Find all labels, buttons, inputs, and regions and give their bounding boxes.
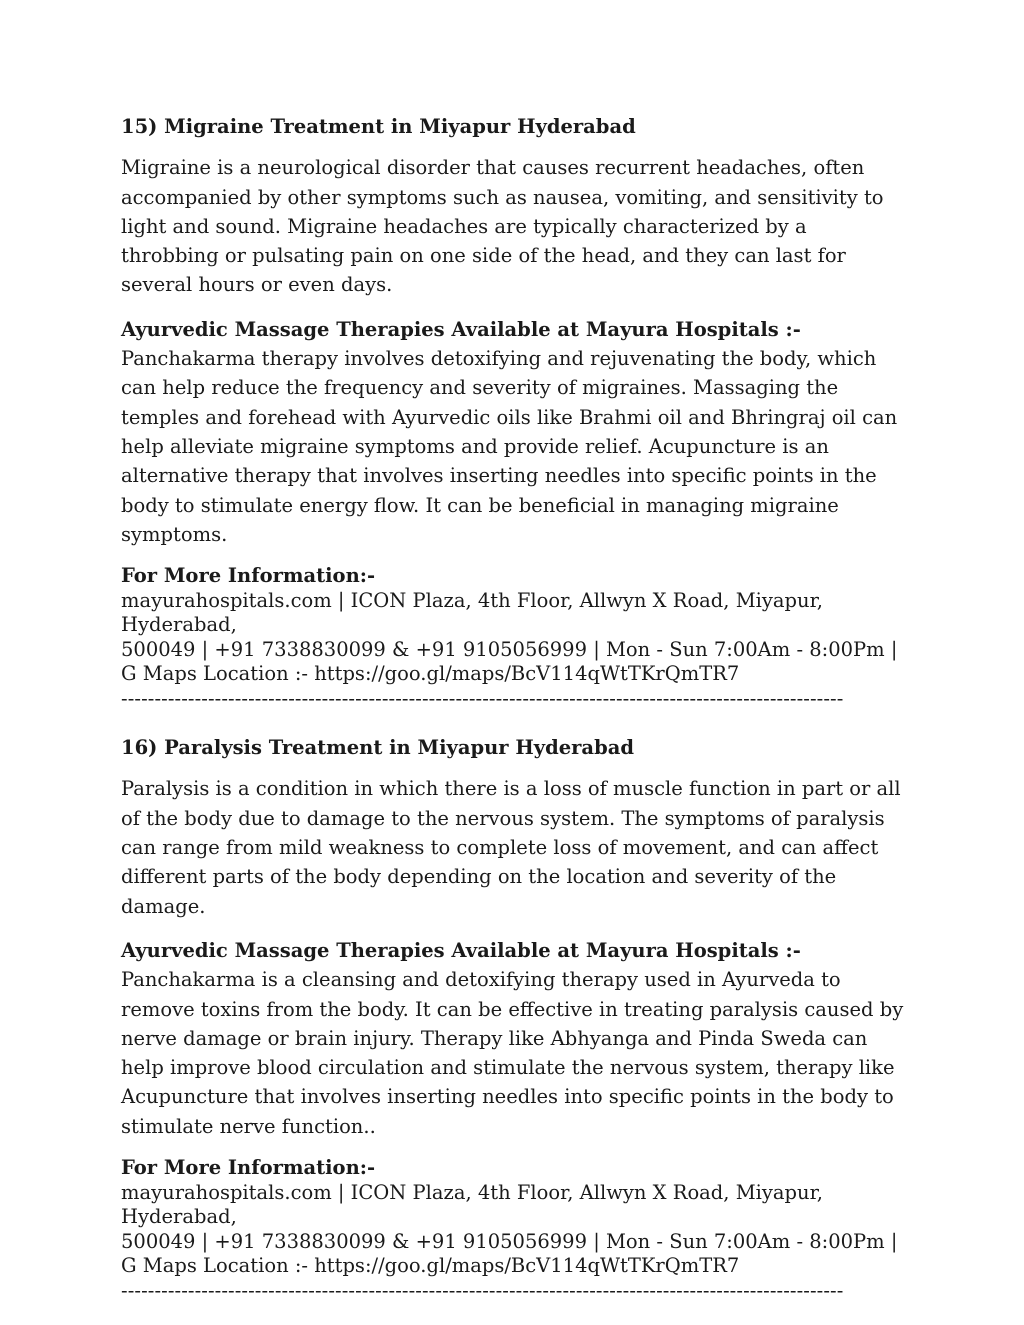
section-paralysis bbox=[121, 733, 906, 1303]
info-contact: 500049 | +91 7338830099 & +91 9105056999 | Mon - Sun 7:00Am - 8:00Pm | bbox=[121, 637, 898, 661]
therapy-paragraph bbox=[121, 936, 906, 1141]
dashed-divider: ------------------------------------------------------------------------------------------------------------ bbox=[121, 1278, 844, 1302]
intro-paragraph: Paralysis is a condition in which there is a loss of muscle function in part or all of the body due to damage to the nervous system. The symptoms of paralysis can range from mild weakness to complete loss of movement, and can affect different parts of the body depending on the location and severity of the damage. bbox=[121, 777, 901, 918]
intro-paragraph: Migraine is a neurological disorder that causes recurrent headaches, often accompanied by other symptoms such as nausea, vomiting, and sensitivity to light and sound. Migraine headaches are typically characterized by a throbbing or pulsating pain on one side of the head, and they can last for several hours or even days. bbox=[121, 156, 884, 297]
info-contact: 500049 | +91 7338830099 & +91 9105056999 | Mon - Sun 7:00Am - 8:00Pm | bbox=[121, 1229, 898, 1253]
section-title: 16) Paralysis Treatment in Miyapur Hyderabad bbox=[121, 736, 634, 760]
therapy-label: Ayurvedic Massage Therapies Available at Mayura Hospitals :- bbox=[121, 938, 801, 962]
section-spacer bbox=[121, 711, 906, 733]
document-page bbox=[121, 112, 906, 1303]
section-title: 15) Migraine Treatment in Miyapur Hyderabad bbox=[121, 115, 636, 138]
info-map-location: G Maps Location :- https://goo.gl/maps/BcV114qWtTKrQmTR7 bbox=[121, 662, 740, 686]
dashed-divider: ------------------------------------------------------------------------------------------------------------ bbox=[121, 686, 844, 710]
therapy-paragraph bbox=[121, 315, 906, 549]
therapy-label: Ayurvedic Massage Therapies Available at Mayura Hospitals :- bbox=[121, 317, 801, 341]
info-address: mayurahospitals.com | ICON Plaza, 4th Floor, Allwyn X Road, Miyapur, Hyderabad, bbox=[121, 588, 823, 637]
info-map-location: G Maps Location :- https://goo.gl/maps/BcV114qWtTKrQmTR7 bbox=[121, 1254, 740, 1278]
info-heading: For More Information:- bbox=[121, 564, 376, 588]
info-address: mayurahospitals.com | ICON Plaza, 4th Floor, Allwyn X Road, Miyapur, Hyderabad, bbox=[121, 1180, 823, 1229]
section-migraine bbox=[121, 112, 906, 711]
therapy-text: Panchakarma is a cleansing and detoxifying therapy used in Ayurveda to remove toxins from the body. It can be effective in treating paralysis caused by nerve damage or brain injury. Therapy like Abhyanga and Pinda Sweda can help improve blood circulation and stimulate the nervous system, therapy like Acupuncture that involves inserting needles into specific points in the body to stimulate nerve function.. bbox=[121, 968, 904, 1138]
info-heading: For More Information:- bbox=[121, 1156, 376, 1180]
therapy-text: Panchakarma therapy involves detoxifying and rejuvenating the body, which can help reduce the frequency and severity of migraines. Massaging the temples and forehead with Ayurvedic oils like Brahmi oil and Bhringraj oil can help alleviate migraine symptoms and provide relief. Acupuncture is an alternative therapy that involves inserting needles into specific points in the body to stimulate energy flow. It can be beneficial in managing migraine symptoms. bbox=[121, 347, 898, 546]
